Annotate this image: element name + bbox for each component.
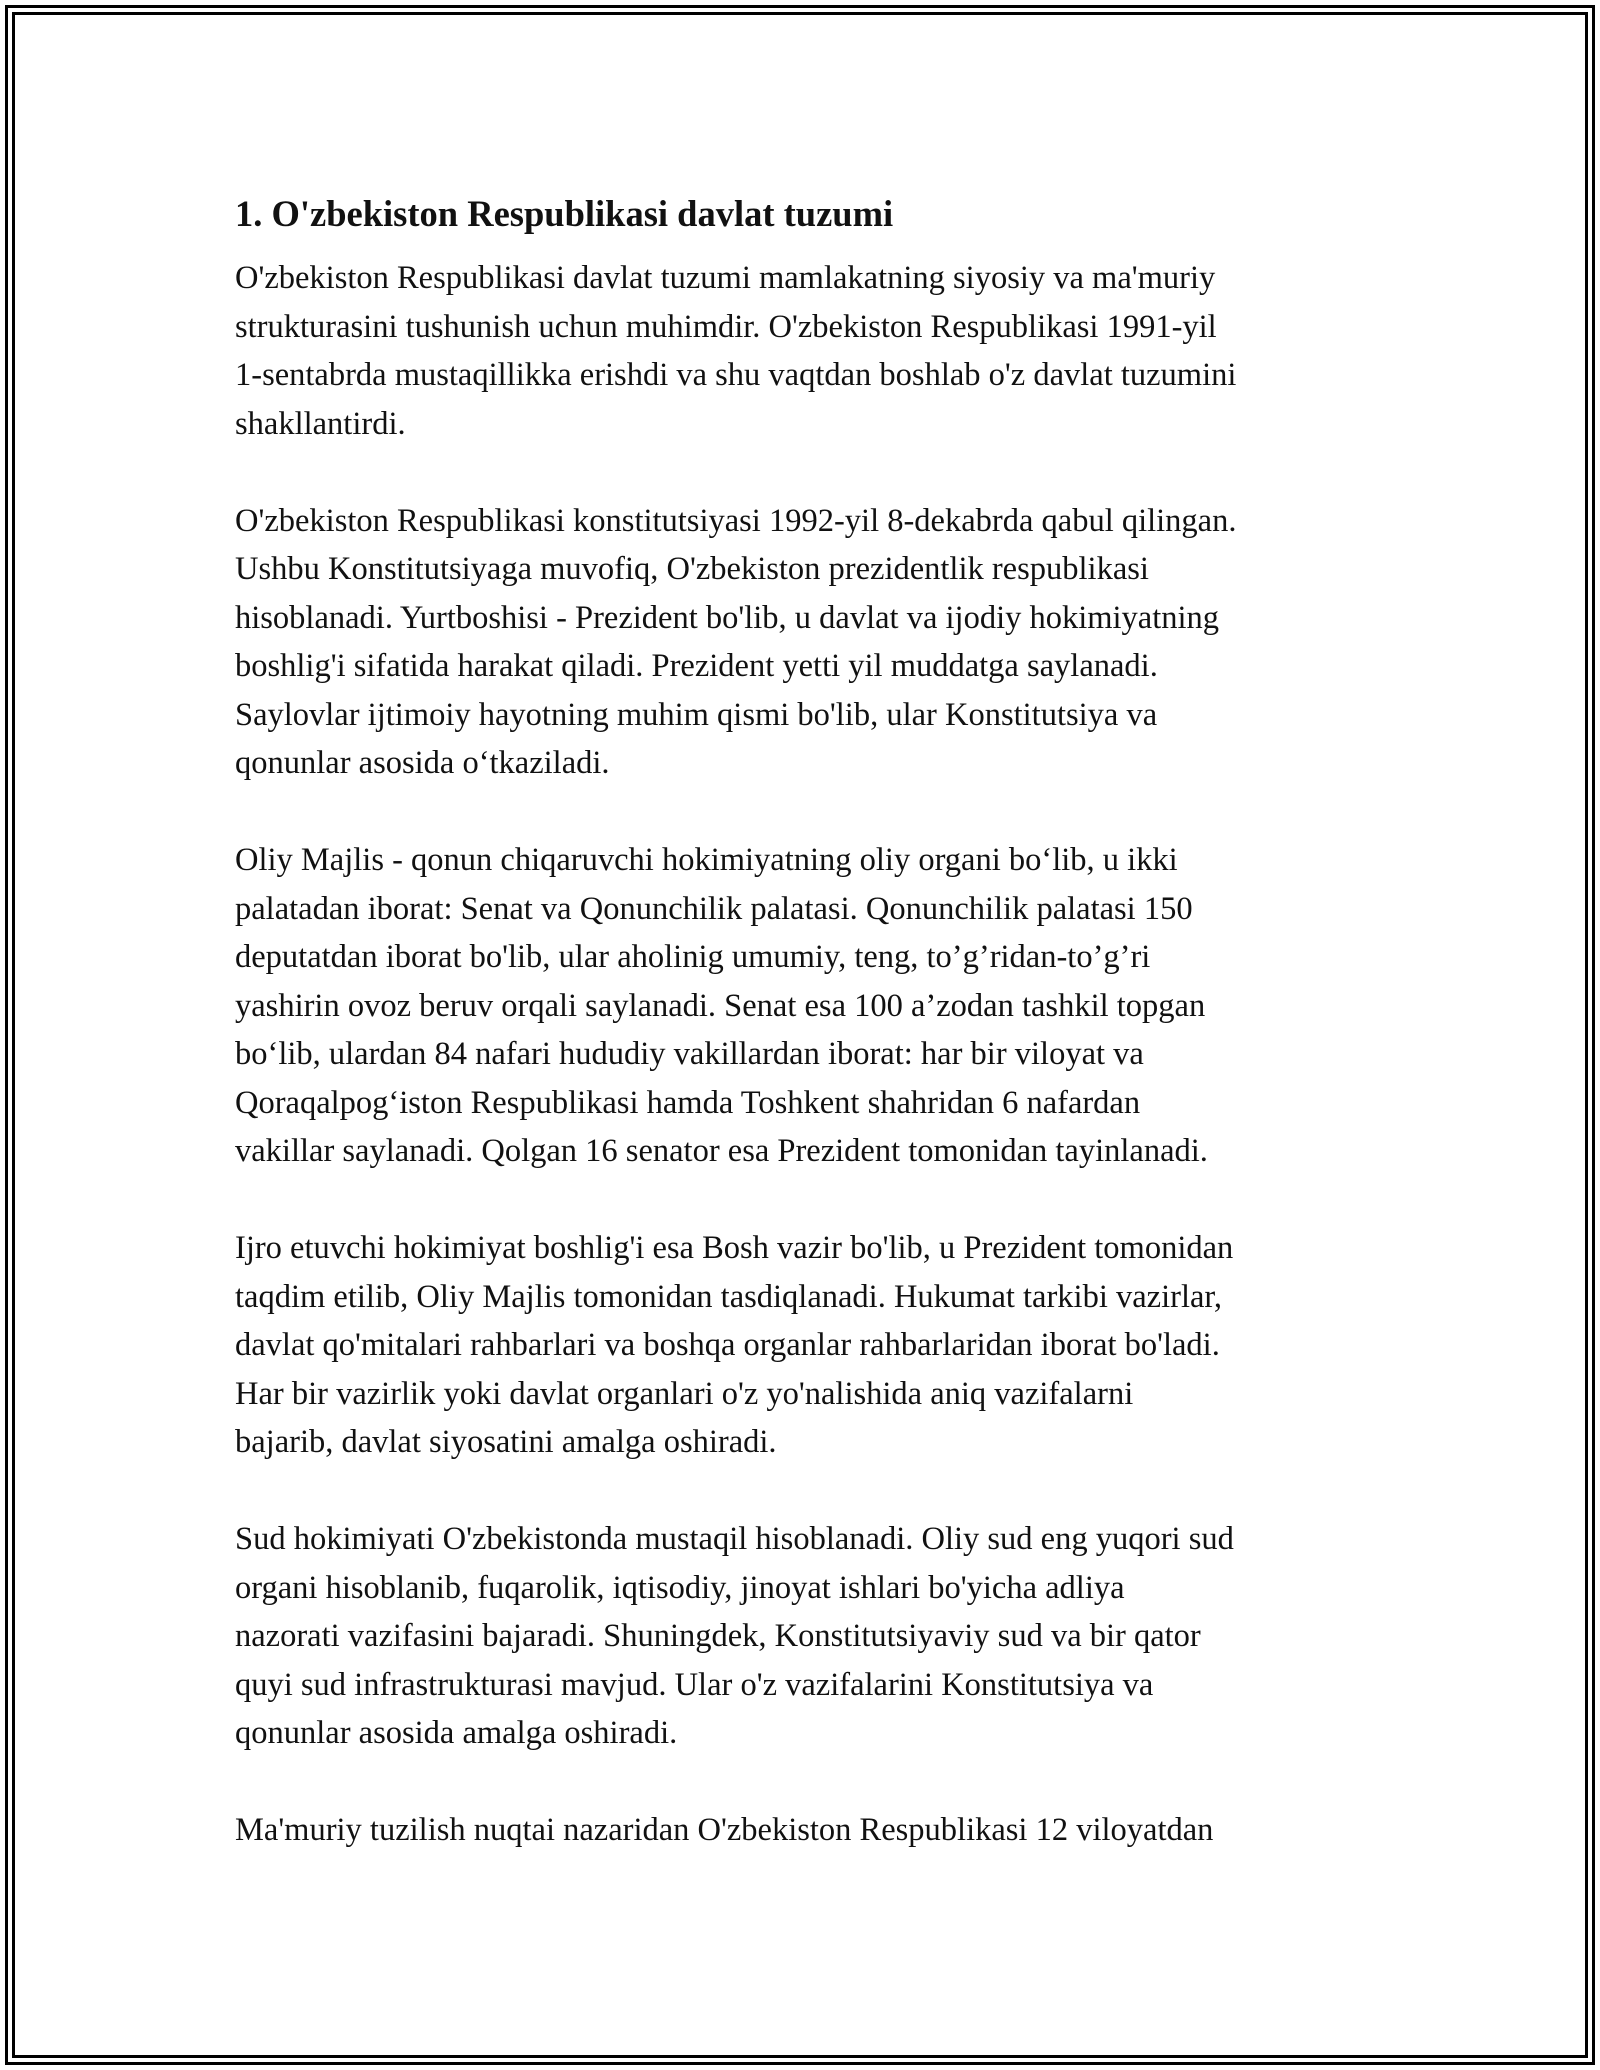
text-line: palatadan iborat: Senat va Qonunchilik palatasi. Qonunchilik palatasi 150 — [235, 890, 1193, 927]
paragraph — [235, 497, 1375, 788]
text-line: organi hisoblanib, fuqarolik, iqtisodiy, jinoyat ishlari bo'yicha adliya — [235, 1569, 1125, 1606]
text-line: hisoblanadi. Yurtboshisi - Prezident bo'lib, u davlat va ijodiy hokimiyatning — [235, 599, 1220, 636]
text-line: shakllantirdi. — [235, 405, 406, 442]
text-line: O'zbekiston Respublikasi konstitutsiyasi 1992-yil 8-dekabrda qabul qilingan. — [235, 502, 1237, 539]
text-line: bajarib, davlat siyosatini amalga oshiradi. — [235, 1424, 777, 1460]
paragraph — [235, 254, 1375, 448]
page-title: 1. O'zbekiston Respublikasi davlat tuzumi — [235, 193, 894, 234]
text-line: davlat qo'mitalari rahbarlari va boshqa organlar rahbarlaridan iborat bo'ladi. — [235, 1327, 1220, 1363]
text-line: qonunlar asosida amalga oshiradi. — [235, 1715, 678, 1751]
paragraph — [235, 1806, 1375, 1855]
text-line: taqdim etilib, Oliy Majlis tomonidan tasdiqlanadi. Hukumat tarkibi vazirlar, — [235, 1278, 1223, 1315]
text-line: deputatdan iborat bo'lib, ular aholinig umumiy, teng, to’g’ridan-to’g’ri — [235, 939, 1151, 975]
text-line: boshlig'i sifatida harakat qiladi. Prezident yetti yil muddatga saylanadi. — [235, 648, 1158, 684]
text-line: bo‘lib, ulardan 84 nafari hududiy vakillardan iborat: har bir viloyat va — [235, 1036, 1144, 1072]
text-line: qonunlar asosida o‘tkaziladi. — [235, 745, 610, 781]
text-line: quyi sud infrastrukturasi mavjud. Ular o'z vazifalarini Konstitutsiya va — [235, 1666, 1154, 1703]
text-line: Saylovlar ijtimoiy hayotning muhim qismi bo'lib, ular Konstitutsiya va — [235, 696, 1158, 733]
paragraph — [235, 1224, 1375, 1467]
paragraph — [235, 836, 1375, 1176]
text-line: Oliy Majlis - qonun chiqaruvchi hokimiyatning oliy organi bo‘lib, u ikki — [235, 842, 1178, 878]
text-line: vakillar saylanadi. Qolgan 16 senator esa Prezident tomonidan tayinlanadi. — [235, 1133, 1208, 1169]
text-line: Qoraqalpog‘iston Respublikasi hamda Toshkent shahridan 6 nafardan — [235, 1084, 1141, 1121]
paragraph — [235, 1515, 1375, 1758]
text-line: Sud hokimiyati O'zbekistonda mustaqil hisoblanadi. Oliy sud eng yuqori sud — [235, 1521, 1234, 1557]
text-line: nazorati vazifasini bajaradi. Shuningdek, Konstitutsiyaviy sud va bir qator — [235, 1618, 1201, 1654]
text-line: Ushbu Konstitutsiyaga muvofiq, O'zbekiston prezidentlik respublikasi — [235, 551, 1149, 587]
text-line: strukturasini tushunish uchun muhimdir. O'zbekiston Respublikasi 1991-yil — [235, 308, 1217, 345]
text-line: Ma'muriy tuzilish nuqtai nazaridan O'zbekiston Respublikasi 12 viloyatdan — [235, 1812, 1214, 1848]
text-line: yashirin ovoz beruv orqali saylanadi. Senat esa 100 a’zodan tashkil topgan — [235, 987, 1206, 1024]
paragraph-list — [235, 254, 1375, 1855]
text-line: Har bir vazirlik yoki davlat organlari o'z yo'nalishida aniq vazifalarni — [235, 1375, 1134, 1412]
text-line: O'zbekiston Respublikasi davlat tuzumi mamlakatning siyosiy va ma'muriy — [235, 260, 1216, 296]
document-body — [235, 188, 1375, 1903]
text-line: Ijro etuvchi hokimiyat boshlig'i esa Bosh vazir bo'lib, u Prezident tomonidan — [235, 1230, 1234, 1266]
text-line: 1-sentabrda mustaqillikka erishdi va shu vaqtdan boshlab o'z davlat tuzumini — [235, 357, 1237, 393]
